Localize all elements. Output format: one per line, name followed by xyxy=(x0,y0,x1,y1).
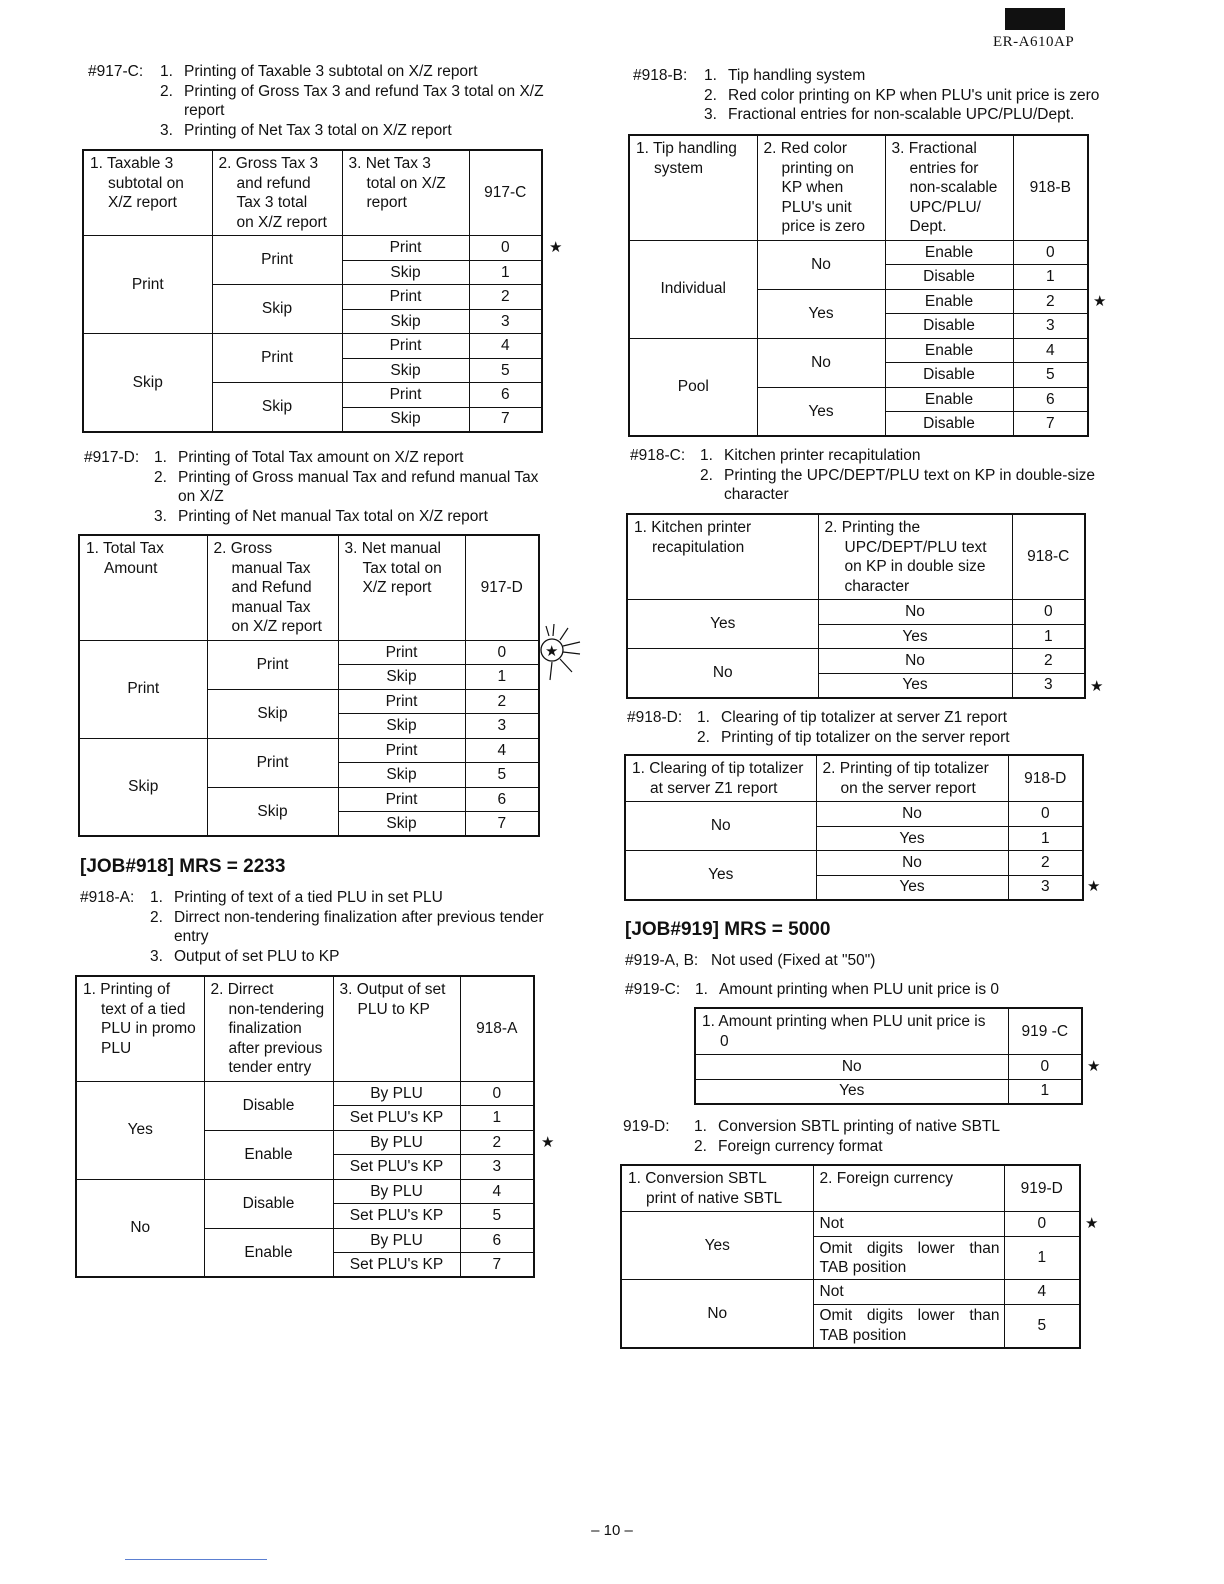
item-text: Amount printing when PLU unit price is 0 xyxy=(719,981,1000,998)
section-917d-header xyxy=(84,448,574,526)
table-cell: Print xyxy=(212,236,342,285)
table-cell: 5 xyxy=(460,1204,534,1229)
table-cell: 6 xyxy=(465,787,539,812)
section-code: #918-A: xyxy=(80,889,135,906)
table-cell: Enable xyxy=(204,1228,333,1277)
table-cell: 1 xyxy=(1012,624,1085,649)
item-number: 3. xyxy=(154,507,167,525)
table-cell: 4 xyxy=(1013,338,1088,363)
col-header-code: 917-D xyxy=(465,535,539,640)
col-header: 2. Dirrect non-tendering finalization after previous tender entry xyxy=(204,976,333,1081)
default-star-icon: ★ xyxy=(545,643,559,660)
table-cell: Print xyxy=(342,285,469,310)
table-cell: No xyxy=(627,649,818,698)
table-cell: Print xyxy=(83,236,212,334)
table-cell: 0 xyxy=(1008,1055,1082,1080)
table-919d xyxy=(620,1164,1081,1349)
table-cell: Skip xyxy=(83,334,212,432)
table-917c xyxy=(82,149,543,433)
table-cell: 0 xyxy=(1013,240,1088,265)
item-text: Printing of Net manual Tax total on X/Z report xyxy=(178,507,488,525)
table-cell: Enable xyxy=(885,240,1013,265)
table-cell: 2 xyxy=(1008,851,1083,876)
table-cell: 2 xyxy=(460,1130,534,1155)
table-cell: Set PLU's KP xyxy=(333,1253,460,1278)
table-cell: Print xyxy=(342,334,469,359)
table-cell: 3 xyxy=(469,309,542,334)
item-text: Clearing of tip totalizer at server Z1 report xyxy=(721,709,1008,726)
table-cell: No xyxy=(818,649,1012,674)
table-cell: Skip xyxy=(342,407,469,432)
section-code: #917-D: xyxy=(84,449,140,466)
table-cell: By PLU xyxy=(333,1228,460,1253)
section-code: #918-B: xyxy=(633,67,688,84)
table-cell: Yes xyxy=(757,387,885,436)
table-cell: 3 xyxy=(465,714,539,739)
col-header: 1. Printing of text of a tied PLU in promo PLU xyxy=(76,976,204,1081)
table-cell: No xyxy=(816,851,1008,876)
item-text: Red color printing on KP when PLU's unit price is zero xyxy=(728,86,1100,104)
item-text: Printing of Gross Tax 3 and refund Tax 3 total on X/Z xyxy=(184,82,544,100)
table-918d xyxy=(624,754,1084,901)
table-cell: Skip xyxy=(342,309,469,334)
table-cell: Print xyxy=(207,738,338,787)
item-text: Printing of tip totalizer on the server report xyxy=(721,728,1010,746)
table-cell: 4 xyxy=(460,1179,534,1204)
item-number: 1. xyxy=(697,709,710,726)
table-cell: 0 xyxy=(460,1081,534,1106)
item-text: Foreign currency format xyxy=(718,1137,883,1155)
table-cell: Enable xyxy=(885,387,1013,412)
table-cell: No xyxy=(76,1179,204,1277)
table-cell: 1 xyxy=(460,1106,534,1131)
table-cell: Skip xyxy=(338,763,465,788)
table-cell: Print xyxy=(338,689,465,714)
col-header: 1. Tip handling system xyxy=(629,135,757,240)
table-cell: By PLU xyxy=(333,1179,460,1204)
item-text: Not used (Fixed at "50") xyxy=(711,952,876,969)
table-cell: 3 xyxy=(460,1155,534,1180)
table-cell: Yes xyxy=(627,600,818,649)
table-cell: Skip xyxy=(79,738,207,836)
page-number: – 10 – xyxy=(591,1522,633,1539)
default-star-icon: ★ xyxy=(541,1134,555,1151)
table-cell: Disable xyxy=(204,1081,333,1130)
item-text: Kitchen printer recapitulation xyxy=(724,447,921,464)
col-header-code: 918-A xyxy=(460,976,534,1081)
table-cell: Not xyxy=(813,1280,1004,1305)
table-cell: 3 xyxy=(1012,673,1085,698)
table-cell: 4 xyxy=(469,334,542,359)
item-number: 1. xyxy=(694,1118,707,1135)
section-918d-header xyxy=(627,708,1115,747)
table-cell: Print xyxy=(338,640,465,665)
item-number: 1. xyxy=(695,981,708,998)
table-cell: Enable xyxy=(885,338,1013,363)
table-cell: No xyxy=(695,1055,1008,1080)
item-number: 1. xyxy=(700,447,713,464)
section-918a-header xyxy=(80,888,568,966)
col-header: 2. Printing of tip totalizer on the server report xyxy=(816,755,1008,802)
table-cell: Print xyxy=(338,787,465,812)
col-header: 3. Fractional entries for non-scalable UPC/PLU/ Dept. xyxy=(885,135,1013,240)
table-cell: No xyxy=(625,802,816,851)
table-cell: 0 xyxy=(465,640,539,665)
col-header: 2. Gross manual Tax and Refund manual Tax on X/Z report xyxy=(207,535,338,640)
table-cell: 0 xyxy=(469,236,542,261)
table-cell: 5 xyxy=(1004,1305,1080,1348)
table-cell: Yes xyxy=(621,1212,813,1280)
section-code: 919-D: xyxy=(623,1118,670,1135)
table-cell: Skip xyxy=(207,689,338,738)
table-cell: No xyxy=(757,338,885,387)
table-cell: 2 xyxy=(465,689,539,714)
table-cell: By PLU xyxy=(333,1130,460,1155)
table-cell: 1 xyxy=(1013,265,1088,290)
col-header: 1. Kitchen printer recapitulation xyxy=(627,514,818,600)
table-cell: 4 xyxy=(465,738,539,763)
table-cell: 0 xyxy=(1008,802,1083,827)
col-header: 1. Amount printing when PLU unit price is 0 xyxy=(695,1008,1008,1055)
section-919ab-header xyxy=(625,951,1105,971)
table-cell: No xyxy=(816,802,1008,827)
item-text: on X/Z xyxy=(178,488,224,505)
item-text: Printing of Total Tax amount on X/Z report xyxy=(178,449,464,466)
section-code: #917-C: xyxy=(88,63,144,80)
table-cell: Print xyxy=(342,383,469,408)
table-cell: Omit digits lower than TAB position xyxy=(813,1237,1004,1280)
col-header-code: 918-B xyxy=(1013,135,1088,240)
table-cell: Disable xyxy=(204,1179,333,1228)
item-number: 3. xyxy=(160,121,173,139)
item-number: 1. xyxy=(154,449,167,466)
default-star-icon: ★ xyxy=(1085,1215,1099,1232)
item-text: report xyxy=(184,102,225,119)
item-text: character xyxy=(724,486,789,503)
item-text: Tip handling system xyxy=(728,67,866,84)
table-cell: No xyxy=(818,600,1012,625)
table-cell: Pool xyxy=(629,338,757,436)
col-header: 1. Conversion SBTL print of native SBTL xyxy=(621,1165,813,1212)
table-918c xyxy=(626,513,1086,699)
job-919-title: [JOB#919] MRS = 5000 xyxy=(625,919,831,940)
table-cell: Print xyxy=(207,640,338,689)
default-star-icon: ★ xyxy=(1087,1058,1101,1075)
item-number: 2. xyxy=(150,908,163,926)
col-header-code: 919 -C xyxy=(1008,1008,1082,1055)
table-cell: By PLU xyxy=(333,1081,460,1106)
table-cell: Disable xyxy=(885,363,1013,388)
table-cell: 1 xyxy=(469,260,542,285)
table-cell: Skip xyxy=(342,260,469,285)
section-918c-header xyxy=(630,446,1118,505)
table-cell: Disable xyxy=(885,265,1013,290)
col-header: 1. Total Tax Amount xyxy=(79,535,207,640)
table-cell: Skip xyxy=(338,812,465,837)
table-cell: Print xyxy=(212,334,342,383)
table-cell: 5 xyxy=(465,763,539,788)
item-text: Printing the UPC/DEPT/PLU text on KP in double-size xyxy=(724,466,1096,484)
table-cell: 3 xyxy=(1008,875,1083,900)
table-cell: Print xyxy=(342,236,469,261)
table-cell: 6 xyxy=(469,383,542,408)
table-cell: 5 xyxy=(469,358,542,383)
job-918-title: [JOB#918] MRS = 2233 xyxy=(80,856,286,877)
table-cell: Yes xyxy=(695,1079,1008,1104)
table-cell: Print xyxy=(79,640,207,738)
table-cell: 3 xyxy=(1013,314,1088,339)
table-cell: Yes xyxy=(757,289,885,338)
item-number: 1. xyxy=(704,67,717,84)
table-cell: No xyxy=(621,1280,813,1348)
table-cell: Yes xyxy=(625,851,816,900)
item-text: Dirrect non-tendering finalization after previous tender xyxy=(174,908,544,926)
table-cell: 4 xyxy=(1004,1280,1080,1305)
table-cell: 1 xyxy=(1008,1079,1082,1104)
table-cell: Yes xyxy=(818,673,1012,698)
table-cell: Print xyxy=(338,738,465,763)
item-number: 2. xyxy=(704,86,717,104)
table-cell: Set PLU's KP xyxy=(333,1106,460,1131)
table-cell: Omit digits lower than TAB position xyxy=(813,1305,1004,1348)
table-cell: 1 xyxy=(465,665,539,690)
table-cell: 5 xyxy=(1013,363,1088,388)
table-cell: Set PLU's KP xyxy=(333,1155,460,1180)
item-text: Conversion SBTL printing of native SBTL xyxy=(718,1118,1001,1135)
item-text: Printing of Taxable 3 subtotal on X/Z report xyxy=(184,63,478,80)
col-header: 2. Gross Tax 3 and refund Tax 3 total on X/Z report xyxy=(212,150,342,236)
table-cell: No xyxy=(757,240,885,289)
table-cell: 1 xyxy=(1008,826,1083,851)
table-cell: Enable xyxy=(885,289,1013,314)
col-header: 3. Output of set PLU to KP xyxy=(333,976,460,1081)
col-header-code: 919-D xyxy=(1004,1165,1080,1212)
item-number: 3. xyxy=(704,106,717,123)
section-918b-header xyxy=(633,66,1113,125)
table-918a xyxy=(75,975,535,1278)
table-918b xyxy=(628,134,1089,437)
table-cell: Skip xyxy=(207,787,338,836)
table-cell: Enable xyxy=(204,1130,333,1179)
table-cell: Yes xyxy=(816,826,1008,851)
table-cell: 1 xyxy=(1004,1237,1080,1280)
section-code: #918-D: xyxy=(627,709,683,726)
table-cell: 7 xyxy=(460,1253,534,1278)
table-cell: 6 xyxy=(460,1228,534,1253)
table-cell: Yes xyxy=(818,624,1012,649)
table-cell: 7 xyxy=(465,812,539,837)
table-cell: 2 xyxy=(469,285,542,310)
col-header-code: 918-D xyxy=(1008,755,1083,802)
table-cell: 0 xyxy=(1012,600,1085,625)
section-code: #919-A, B: xyxy=(625,952,699,969)
table-cell: 7 xyxy=(469,407,542,432)
item-text: entry xyxy=(174,928,209,945)
item-text: Printing of text of a tied PLU in set PLU xyxy=(174,889,443,906)
col-header: 2. Red color printing on KP when PLU's unit price is zero xyxy=(757,135,885,240)
table-cell: Yes xyxy=(816,875,1008,900)
table-cell: Skip xyxy=(342,358,469,383)
table-cell: 0 xyxy=(1004,1212,1080,1237)
default-star-icon: ★ xyxy=(1093,293,1107,310)
table-cell: 2 xyxy=(1013,289,1088,314)
table-cell: Skip xyxy=(338,665,465,690)
table-cell: 6 xyxy=(1013,387,1088,412)
item-text: Output of set PLU to KP xyxy=(174,947,340,965)
table-cell: Disable xyxy=(885,314,1013,339)
table-cell: Skip xyxy=(338,714,465,739)
item-number: 2. xyxy=(160,82,173,100)
item-number: 2. xyxy=(694,1137,707,1155)
section-919d-header xyxy=(623,1117,1103,1156)
col-header-code: 917-C xyxy=(469,150,542,236)
item-number: 3. xyxy=(150,947,163,965)
table-cell: Set PLU's KP xyxy=(333,1204,460,1229)
section-919c-header xyxy=(625,980,1105,1000)
col-header: 2. Foreign currency xyxy=(813,1165,1004,1212)
footer-rule xyxy=(125,1559,267,1560)
col-header: 2. Printing the UPC/DEPT/PLU text on KP in double size character xyxy=(818,514,1012,600)
item-text: Fractional entries for non-scalable UPC/PLU/Dept. xyxy=(728,106,1075,123)
col-header: 3. Net Tax 3 total on X/Z report xyxy=(342,150,469,236)
table-917d xyxy=(78,534,540,837)
section-code: #919-C: xyxy=(625,981,681,998)
table-919c xyxy=(694,1007,1083,1105)
item-number: 2. xyxy=(700,466,713,484)
table-cell: 2 xyxy=(1012,649,1085,674)
table-cell: 7 xyxy=(1013,412,1088,437)
col-header-code: 918-C xyxy=(1012,514,1085,600)
table-cell: Not xyxy=(813,1212,1004,1237)
col-header: 1. Clearing of tip totalizer at server Z1 report xyxy=(625,755,816,802)
section-code: #918-C: xyxy=(630,447,686,464)
item-number: 1. xyxy=(160,63,173,80)
item-number: 2. xyxy=(154,468,167,486)
default-star-icon: ★ xyxy=(1087,878,1101,895)
col-header: 3. Net manual Tax total on X/Z report xyxy=(338,535,465,640)
item-number: 1. xyxy=(150,889,163,906)
item-number: 2. xyxy=(697,728,710,746)
default-star-icon: ★ xyxy=(1090,678,1104,695)
col-header: 1. Taxable 3 subtotal on X/Z report xyxy=(83,150,212,236)
section-917c-header xyxy=(88,62,578,140)
default-star-icon: ★ xyxy=(549,239,563,256)
model-number: ER-A610AP xyxy=(993,34,1075,50)
table-cell: Skip xyxy=(212,285,342,334)
table-cell: Skip xyxy=(212,383,342,432)
item-text: Printing of Gross manual Tax and refund manual Tax xyxy=(178,468,539,486)
table-cell: Yes xyxy=(76,1081,204,1179)
logo-block xyxy=(1005,8,1065,30)
item-text: Printing of Net Tax 3 total on X/Z report xyxy=(184,121,452,139)
table-cell: Disable xyxy=(885,412,1013,437)
table-cell: Individual xyxy=(629,240,757,338)
